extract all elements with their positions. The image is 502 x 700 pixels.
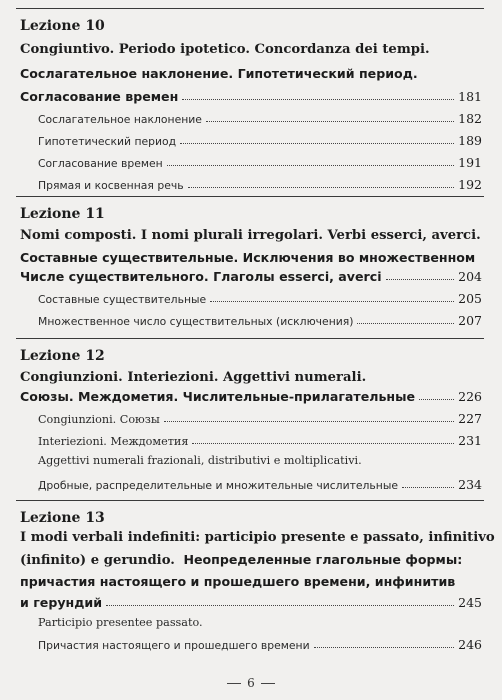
entry-label: Сослагательное наклонение — [38, 113, 202, 126]
footer-dash — [227, 683, 241, 684]
dot-leader — [402, 487, 454, 488]
russian-heading: Сослагательное наклонение. Гипотетический период. — [20, 66, 418, 81]
page-number: 182 — [458, 111, 482, 126]
italian-heading: Nomi composti. I nomi plurali irregolari. Verbi esserci, averci. — [20, 228, 481, 243]
page-number: 192 — [458, 177, 482, 192]
section-rule — [16, 338, 484, 339]
dot-leader — [386, 279, 455, 280]
russian-heading: причастия настоящего и прошедшего времени, инфинитив — [20, 574, 456, 589]
lesson-title: Lezione 10 — [20, 18, 105, 34]
page-number: 231 — [458, 433, 482, 448]
section-rule — [16, 8, 484, 9]
subentry[interactable] — [38, 288, 482, 306]
lesson-title: Lezione 12 — [20, 348, 105, 364]
page-footer — [0, 676, 502, 690]
dot-leader — [188, 187, 455, 188]
page-number: 207 — [458, 313, 482, 328]
page-number: 226 — [458, 389, 482, 404]
dot-leader — [206, 121, 454, 122]
lesson-13-section — [16, 500, 495, 665]
main-entry[interactable] — [20, 386, 482, 404]
dot-leader — [167, 165, 454, 166]
entry-label: и герундий — [20, 595, 103, 610]
italian-heading: Congiuntivo. Periodo ipotetico. Concordanza dei tempi. — [20, 42, 430, 57]
entry-label: Согласование времен — [20, 89, 179, 104]
page-number: 245 — [458, 595, 482, 610]
subentry[interactable] — [38, 430, 482, 448]
dot-leader — [180, 143, 454, 144]
italian-heading: Congiunzioni. Interiezioni. Aggettivi numerali. — [20, 370, 367, 385]
entry-label: Прямая и косвенная речь — [38, 179, 184, 192]
entry-label: Гипотетический период — [38, 135, 177, 148]
russian-heading: Составные существительные. Исключения во множественном — [20, 250, 476, 265]
subentry-text: Aggettivi numerali frazionali, distributivi e moltiplicativi. — [38, 454, 362, 467]
dot-leader — [106, 605, 454, 606]
entry-label: Согласование времен — [38, 157, 163, 170]
page-number: 189 — [458, 133, 482, 148]
main-entry[interactable] — [20, 266, 482, 284]
dot-leader — [192, 443, 454, 444]
dot-leader — [357, 323, 454, 324]
lesson-title: Lezione 13 — [20, 510, 105, 526]
subentry[interactable] — [38, 310, 482, 328]
lesson-12-section — [16, 338, 484, 518]
subentry[interactable] — [38, 130, 482, 148]
entry-label: Причастия настоящего и прошедшего времени — [38, 639, 310, 652]
section-rule — [16, 500, 484, 501]
dot-leader — [182, 99, 454, 100]
italian-heading: I modi verbali indefiniti: participio presente e passato, infinitivo — [20, 530, 495, 545]
italian-heading-line: (infinito) e gerundio. — [20, 553, 175, 568]
lesson-title: Lezione 11 — [20, 206, 105, 222]
page-number: 191 — [458, 155, 482, 170]
page-number: 246 — [458, 637, 482, 652]
footer-dash — [261, 683, 275, 684]
lesson-11-section — [16, 196, 484, 326]
page-number: 234 — [458, 477, 482, 492]
subentry[interactable] — [38, 152, 482, 170]
dot-leader — [419, 399, 454, 400]
page-number: 204 — [458, 269, 482, 284]
main-entry[interactable] — [20, 86, 482, 104]
page-number: 205 — [458, 291, 482, 306]
subentry[interactable] — [38, 634, 482, 652]
italian-heading — [20, 552, 462, 568]
dot-leader — [314, 647, 455, 648]
entry-label: Interiezioni. Междометия — [38, 435, 189, 448]
page-number: 181 — [458, 89, 482, 104]
page-number: 227 — [458, 411, 482, 426]
section-rule — [16, 196, 484, 197]
subentry[interactable] — [38, 408, 482, 426]
entry-label: Множественное число существительных (исключения) — [38, 315, 354, 328]
entry-label: Congiunzioni. Союзы — [38, 413, 160, 426]
subentry[interactable] — [38, 174, 482, 192]
subentry-text: Participio presentee passato. — [38, 616, 203, 629]
entry-label: Числе существительного. Глаголы esserci, averci — [20, 269, 382, 284]
russian-heading-inline: Неопределенные глагольные формы: — [183, 552, 463, 567]
dot-leader — [164, 421, 454, 422]
lesson-10-section — [16, 8, 484, 192]
main-entry[interactable] — [20, 592, 482, 610]
footer-page-number: 6 — [247, 676, 255, 690]
subentry[interactable] — [38, 108, 482, 126]
entry-label: Союзы. Междометия. Числительные-прилагательные — [20, 389, 416, 404]
dot-leader — [210, 301, 454, 302]
entry-label: Дробные, распределительные и множительные числительные — [38, 479, 399, 492]
entry-label: Составные существительные — [38, 293, 207, 306]
subentry[interactable] — [38, 474, 482, 492]
